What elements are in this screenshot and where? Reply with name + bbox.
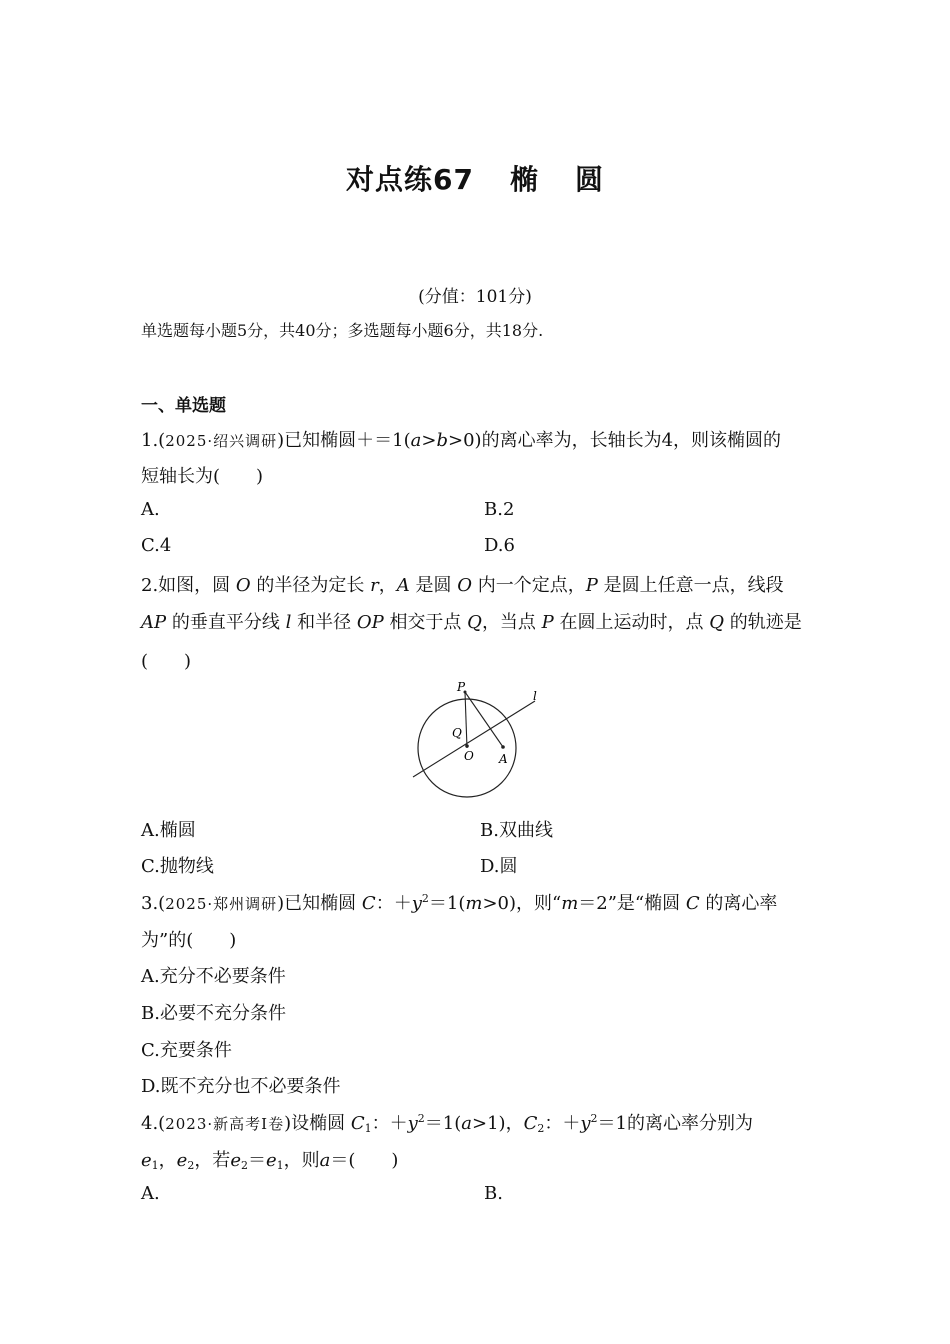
question-4-line-1: 4.(2023·新高考Ⅰ卷)设椭圆 $C_1$：$+y^2=1(a>1)$，$C_2$：$+y^2=1$的离心率分别为: [141, 1112, 753, 1135]
q4-option-b: B.: [484, 1183, 503, 1204]
q3-option-a: A.充分不必要条件: [141, 966, 286, 987]
diagram-label-a: A: [499, 752, 508, 766]
question-3-line-2: 为”的( ): [141, 930, 237, 951]
diagram-label-l: l: [533, 689, 537, 703]
question-1-line-2: 短轴长为( ): [141, 466, 264, 487]
circle-diagram: [405, 680, 550, 805]
diagram-bisector-line: [413, 701, 535, 777]
q3-option-b: B.必要不充分条件: [141, 1003, 286, 1024]
q2-option-b: B.双曲线: [480, 820, 553, 841]
diagram-point-o: [465, 744, 469, 748]
title-main: 对点练67: [346, 163, 474, 196]
diagram-point-a: [501, 745, 505, 749]
title-sub-2: 圆: [574, 163, 604, 196]
q4-option-a: A.: [141, 1183, 160, 1204]
question-1-line-1: 1.(2025·绍兴调研)已知椭圆＋＝1(a>b>0)的离心率为，长轴长为4，则该椭圆的: [141, 430, 782, 451]
question-2-line-1: 2.如图，圆 O 的半径为定长 r，A 是圆 O 内一个定点，P 是圆上任意一点，线段: [141, 575, 784, 596]
q3-option-d: D.既不充分也不必要条件: [141, 1076, 341, 1097]
diagram-radius-op: [465, 692, 467, 748]
diagram-segment-ap: [465, 692, 503, 747]
question-source: 2023·新高考Ⅰ卷: [165, 1115, 285, 1133]
title-sub-1: 椭: [509, 163, 539, 196]
q2-option-a: A.椭圆: [141, 820, 196, 841]
diagram-label-p: P: [457, 680, 466, 694]
diagram-label-q: Q: [452, 726, 462, 740]
diagram-label-o: O: [464, 749, 474, 763]
question-3-line-1: 3.(2025·郑州调研)已知椭圆 C：$+y^2=1(m>0)$，则“m＝2”是“椭圆 C 的离心率: [141, 892, 778, 914]
question-source: 2025·绍兴调研: [165, 432, 278, 450]
q1-option-b: B.2: [484, 499, 515, 520]
page-title: [0, 158, 950, 198]
q3-option-c: C.充要条件: [141, 1040, 232, 1061]
q2-option-d: D.圆: [480, 856, 518, 877]
section-heading: 一、单选题: [141, 396, 226, 416]
question-source: 2025·郑州调研: [165, 895, 278, 913]
question-2-line-3: ( ): [141, 651, 192, 672]
q2-option-c: C.抛物线: [141, 856, 214, 877]
score-info: (分值：101分): [418, 287, 532, 307]
q1-option-a: A.: [141, 499, 160, 520]
question-4-line-2: $e_1$，$e_2$，若$e_2=e_1$，则a＝( ): [141, 1150, 399, 1172]
q1-option-c: C.4: [141, 535, 172, 556]
scoring-rule: 单选题每小题5分，共40分；多选题每小题6分，共18分.: [141, 321, 544, 340]
q1-option-d: D.6: [484, 535, 515, 556]
question-2-line-2: AP 的垂直平分线 l 和半径 OP 相交于点 Q，当点 P 在圆上运动时，点 Q 的轨迹是: [141, 612, 802, 633]
